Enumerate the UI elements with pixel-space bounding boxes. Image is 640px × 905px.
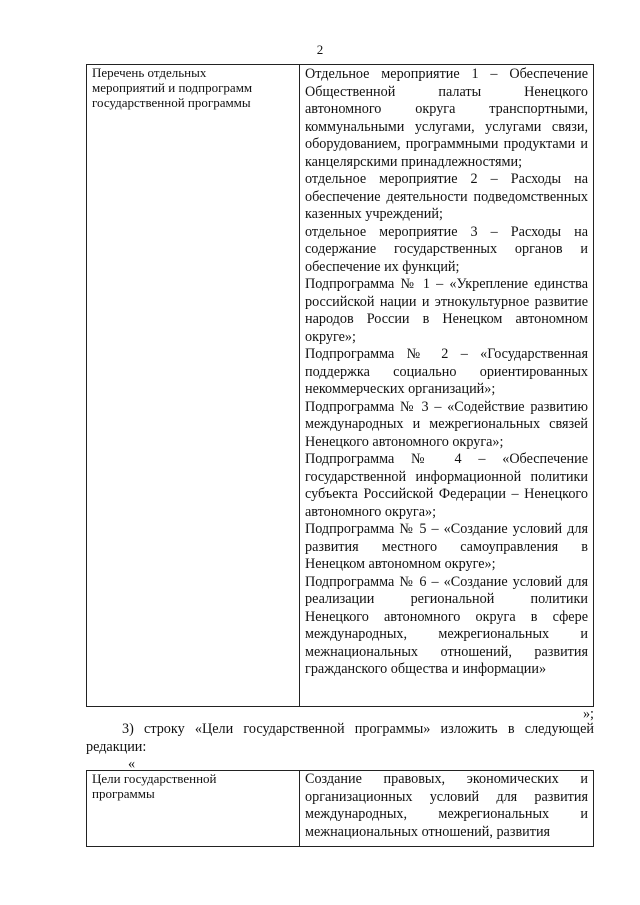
program-item: отдельное мероприятие 3 – Расходы на содержание государственных органов и обеспечение их функций;	[305, 223, 588, 275]
programs-label-line: Перечень отдельных	[92, 65, 207, 80]
programs-label-line: мероприятий и подпрограмм	[92, 80, 253, 95]
goals-label-line: программы	[92, 786, 155, 801]
goals-label-cell	[87, 771, 300, 847]
closing-quote: »;	[582, 706, 594, 722]
goals-row	[87, 771, 594, 847]
opening-quote: «	[128, 756, 136, 772]
goals-text: Создание правовых, экономических и организационных условий для развития международных, межрегиональных и межнациональных отношений, развития	[305, 771, 588, 840]
program-item: отдельное мероприятие 2 – Расходы на обеспечение деятельности подведомственных казенных учреждений;	[305, 171, 588, 222]
goals-text-cell	[300, 771, 594, 847]
program-item: Подпрограмма № 5 – «Создание условий для развития местного самоуправления в Ненецком автономном округе»;	[305, 521, 588, 572]
goals-label-line: Цели государственной	[92, 771, 217, 786]
programs-label-cell	[87, 65, 300, 707]
program-item: Подпрограмма № 2 – «Государственная поддержка социально ориентированных некоммерческих организаций»;	[305, 346, 588, 397]
page-number: 2	[316, 42, 324, 57]
programs-row	[87, 65, 594, 707]
programs-table	[86, 64, 594, 707]
programs-list-cell	[300, 65, 594, 707]
programs-label-line: государственной программы	[92, 95, 251, 110]
program-item: Подпрограмма № 1 – «Укрепление единства российской нации и этнокультурное развитие народов России в Ненецком автономном округе»;	[305, 276, 588, 345]
program-item: Подпрограмма № 6 – «Создание условий для реализации региональной политики Ненецкого автономного округа в сфере международных, межрегиональных и межнациональных отношений, развития гражданского общества и информации»	[305, 573, 588, 677]
program-item: Подпрограмма № 3 – «Содействие развитию международных и межрегиональных связей Ненецкого автономного округа»;	[305, 398, 588, 450]
goals-table	[86, 770, 594, 847]
amendment-paragraph: 3) строку «Цели государственной программы» изложить в следующей редакции:	[86, 721, 594, 755]
program-item: Отдельное мероприятие 1 – Обеспечение Общественной палаты Ненецкого автономного округа транспортными, коммунальными услугами, услугами связи, оборудованием, программными продуктами и канцелярскими принадлежностями;	[305, 66, 588, 170]
program-item: Подпрограмма № 4 – «Обеспечение государственной информационной политики субъекта Российской Федерации – Ненецкого автономного округа»;	[305, 451, 588, 520]
